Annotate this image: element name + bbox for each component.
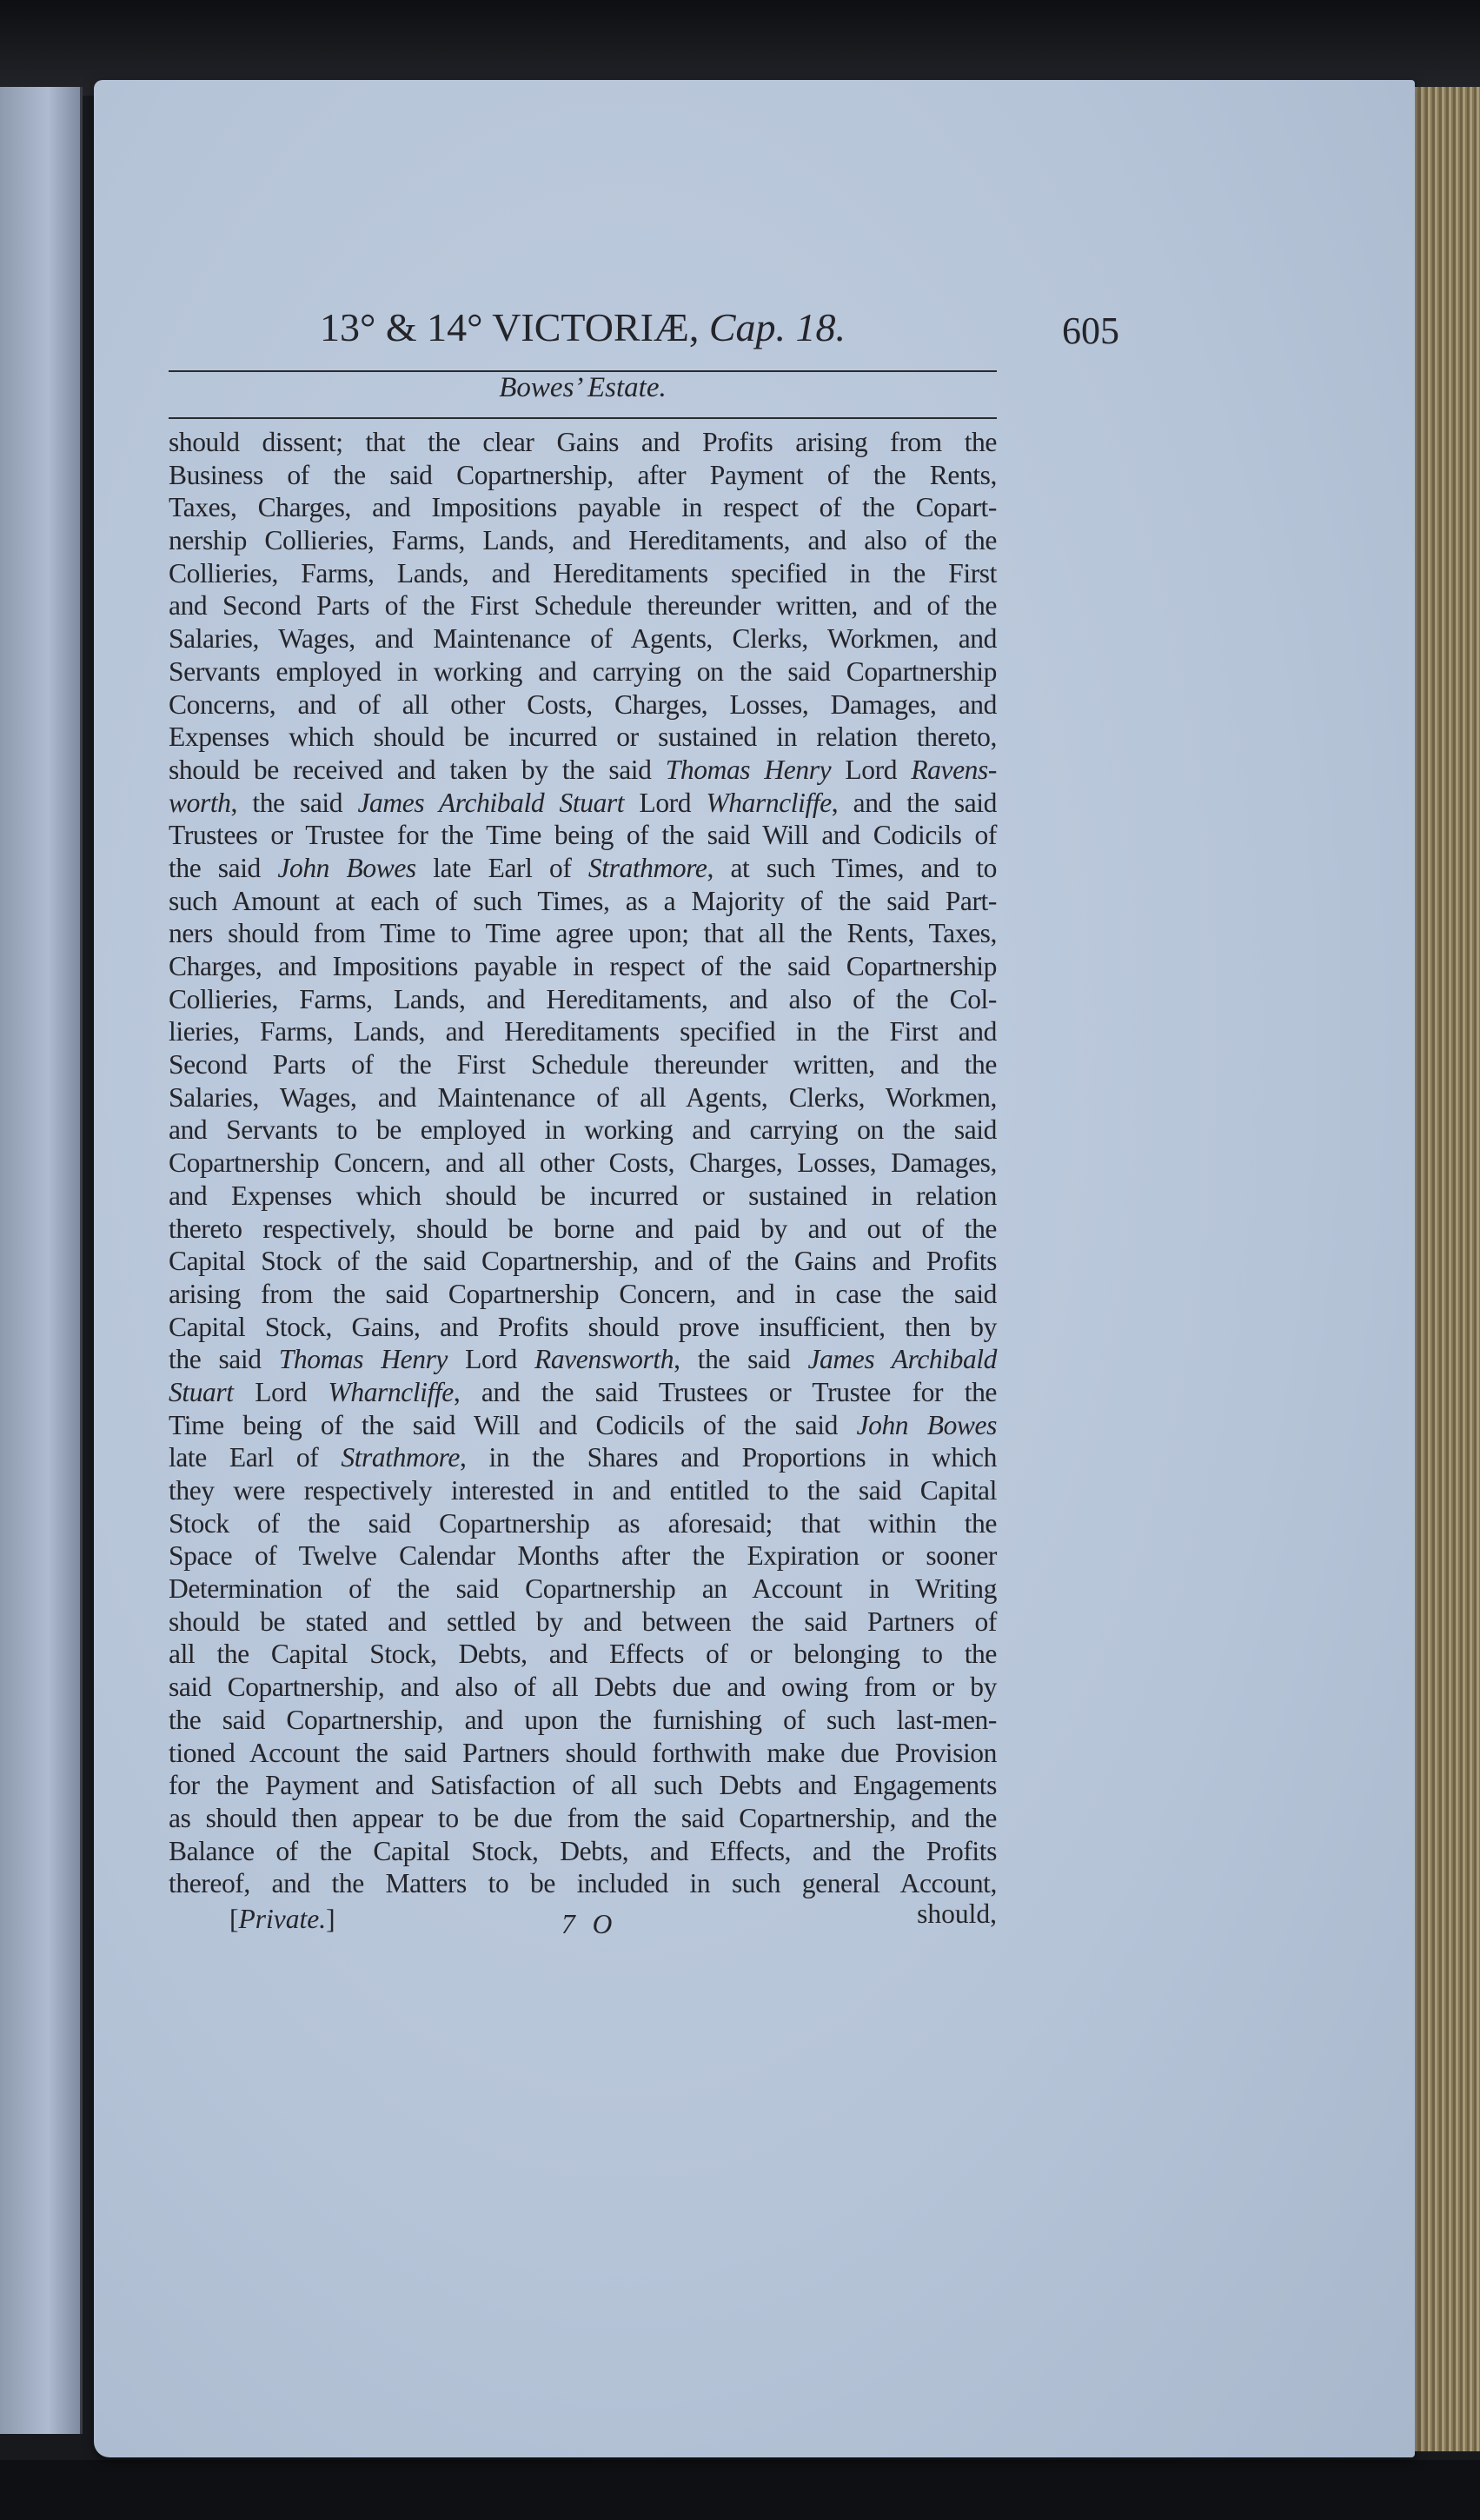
text-segment: , the said (230, 787, 358, 818)
italic-name: James Archibald Stuart (357, 787, 625, 818)
text-line: Salaries, Wages, and Maintenance of all Agents, Clerks, Workmen, (169, 1081, 997, 1113)
text-line: such Amount at each of such Times, as a Majority of the said Part- (169, 885, 997, 916)
text-segment: Time being of the said Will and Codicils of the said (169, 1409, 857, 1440)
text-line: Capital Stock of the said Copartnership, and of the Gains and Profits (169, 1246, 997, 1277)
signature-mark: 7 O (561, 1909, 618, 1939)
section-subtitle: Bowes’ Estate. (499, 372, 667, 403)
text-line: Salaries, Wages, and Maintenance of Agents, Clerks, Workmen, and (169, 623, 997, 655)
italic-name: worth (169, 787, 231, 818)
italic-name: James Archibald (807, 1344, 997, 1375)
bracket-close: ] (326, 1904, 335, 1934)
act-title: 13° & 14° VICTORIÆ, (319, 305, 700, 349)
text-line: Taxes, Charges, and Impositions payable in respect of the Copart- (169, 492, 997, 523)
text-line: for the Payment and Satisfaction of all such Debts and Engagements (169, 1770, 997, 1801)
text-line: Stock of the said Copartnership as aforesaid; that within the (169, 1507, 997, 1539)
text-line: Second Parts of the First Schedule thereunder written, and the (169, 1049, 997, 1080)
text-line: Concerns, and of all other Costs, Charges, Losses, Damages, and (169, 688, 997, 720)
bracket-open: [ (229, 1904, 239, 1934)
text-segment: Lord (831, 754, 912, 785)
header-rule-bottom (169, 417, 997, 419)
text-line: Collieries, Farms, Lands, and Hereditaments specified in the First (169, 557, 997, 588)
italic-name: John Bowes (856, 1409, 997, 1440)
italic-name: Thomas Henry (278, 1344, 448, 1375)
text-line: arising from the said Copartnership Concern, and in case the said (169, 1278, 997, 1309)
italic-name: Thomas Henry (665, 754, 832, 785)
text-line: Space of Twelve Calendar Months after the Expiration or sooner (169, 1540, 997, 1572)
text-line: Business of the said Copartnership, after Payment of the Rents, (169, 459, 997, 490)
text-line: should be stated and settled by and between the said Partners of (169, 1606, 997, 1637)
body-text (169, 426, 997, 1900)
text-line: and Expenses which should be incurred or sustained in relation (169, 1180, 997, 1211)
italic-name: Strathmore (587, 852, 707, 883)
text-line (169, 754, 997, 787)
text-segment: , and the said (831, 787, 998, 818)
text-segment: Lord (624, 787, 707, 818)
private-mark (229, 1904, 335, 1935)
italic-name: Wharncliffe (706, 787, 832, 818)
text-segment: , at such Times, and to (707, 852, 997, 883)
facing-page-edge (0, 87, 83, 2434)
text-line: Collieries, Farms, Lands, and Hereditaments, and also of the Col- (169, 983, 997, 1014)
italic-name: John Bowes (277, 852, 416, 883)
text-line: thereto respectively, should be borne and paid by and out of the (169, 1213, 997, 1244)
catchword: should, (917, 1898, 997, 1929)
text-line: all the Capital Stock, Debts, and Effects of or belonging to the (169, 1639, 997, 1670)
text-line (169, 1441, 997, 1474)
italic-name: Strathmore (341, 1442, 460, 1473)
text-line: as should then appear to be due from the said Copartnership, and the (169, 1802, 997, 1833)
text-segment: the said (169, 852, 278, 883)
text-line: Balance of the Capital Stock, Debts, and Effects, and the Profits (169, 1835, 997, 1866)
italic-name: Stuart (169, 1376, 234, 1407)
text-segment: Lord (448, 1344, 534, 1375)
text-line: Determination of the said Copartnership an Account in Writing (169, 1573, 997, 1605)
text-line (169, 1343, 997, 1376)
page-footer (169, 1898, 997, 1939)
text-line (169, 1409, 997, 1442)
text-line: Trustees or Trustee for the Time being of the said Will and Codicils of (169, 820, 997, 851)
text-line: should dissent; that the clear Gains and Profits arising from the (169, 427, 997, 457)
text-line: they were respectively interested in and entitled to the said Capital (169, 1475, 997, 1506)
text-segment: should be received and taken by the said (169, 754, 666, 785)
private-label: Private. (238, 1904, 327, 1934)
text-segment: the said (169, 1344, 279, 1375)
italic-name: Wharncliffe (328, 1376, 454, 1407)
text-line: Copartnership Concern, and all other Costs, Charges, Losses, Damages, (169, 1147, 997, 1179)
scan-bottom-background (0, 2460, 1480, 2520)
text-line: lieries, Farms, Lands, and Hereditaments specified in the First and (169, 1016, 997, 1047)
italic-name: Ravensworth (534, 1344, 674, 1375)
text-line: Servants employed in working and carrying on the said Copartnership (169, 655, 997, 687)
text-line (169, 852, 997, 885)
text-line (169, 1376, 997, 1409)
chapter-number: Cap. 18. (708, 305, 846, 349)
running-head (169, 304, 997, 356)
text-segment: , the said (674, 1344, 808, 1375)
page-number: 605 (1062, 309, 1119, 352)
text-line: and Servants to be employed in working and carrying on the said (169, 1114, 997, 1146)
text-line (169, 787, 997, 820)
text-line: ners should from Time to Time agree upon; that all the Rents, Taxes, (169, 918, 997, 949)
text-segment: , in the Shares and Proportions in which (459, 1442, 997, 1473)
text-line: thereof, and the Matters to be included in such general Account, (169, 1868, 997, 1899)
text-line: Expenses which should be incurred or sustained in relation thereto, (169, 721, 997, 753)
italic-name: Ravens- (911, 754, 997, 785)
text-line: and Second Parts of the First Schedule thereunder written, and of the (169, 590, 997, 622)
text-segment: Lord (233, 1376, 329, 1407)
text-line: Capital Stock, Gains, and Profits should prove insufficient, then by (169, 1311, 997, 1342)
text-line: the said Copartnership, and upon the furnishing of such last-men- (169, 1704, 997, 1735)
text-segment: late Earl of (169, 1442, 342, 1473)
text-line: nership Collieries, Farms, Lands, and Hereditaments, and also of the (169, 525, 997, 556)
text-line: Charges, and Impositions payable in respect of the said Copartnership (169, 951, 997, 981)
text-segment: late Earl of (415, 852, 588, 883)
text-line: tioned Account the said Partners should forthwith make due Provision (169, 1737, 997, 1768)
text-segment: , and the said Trustees or Trustee for the (453, 1376, 997, 1407)
text-line: said Copartnership, and also of all Debts due and owing from or by (169, 1672, 997, 1703)
